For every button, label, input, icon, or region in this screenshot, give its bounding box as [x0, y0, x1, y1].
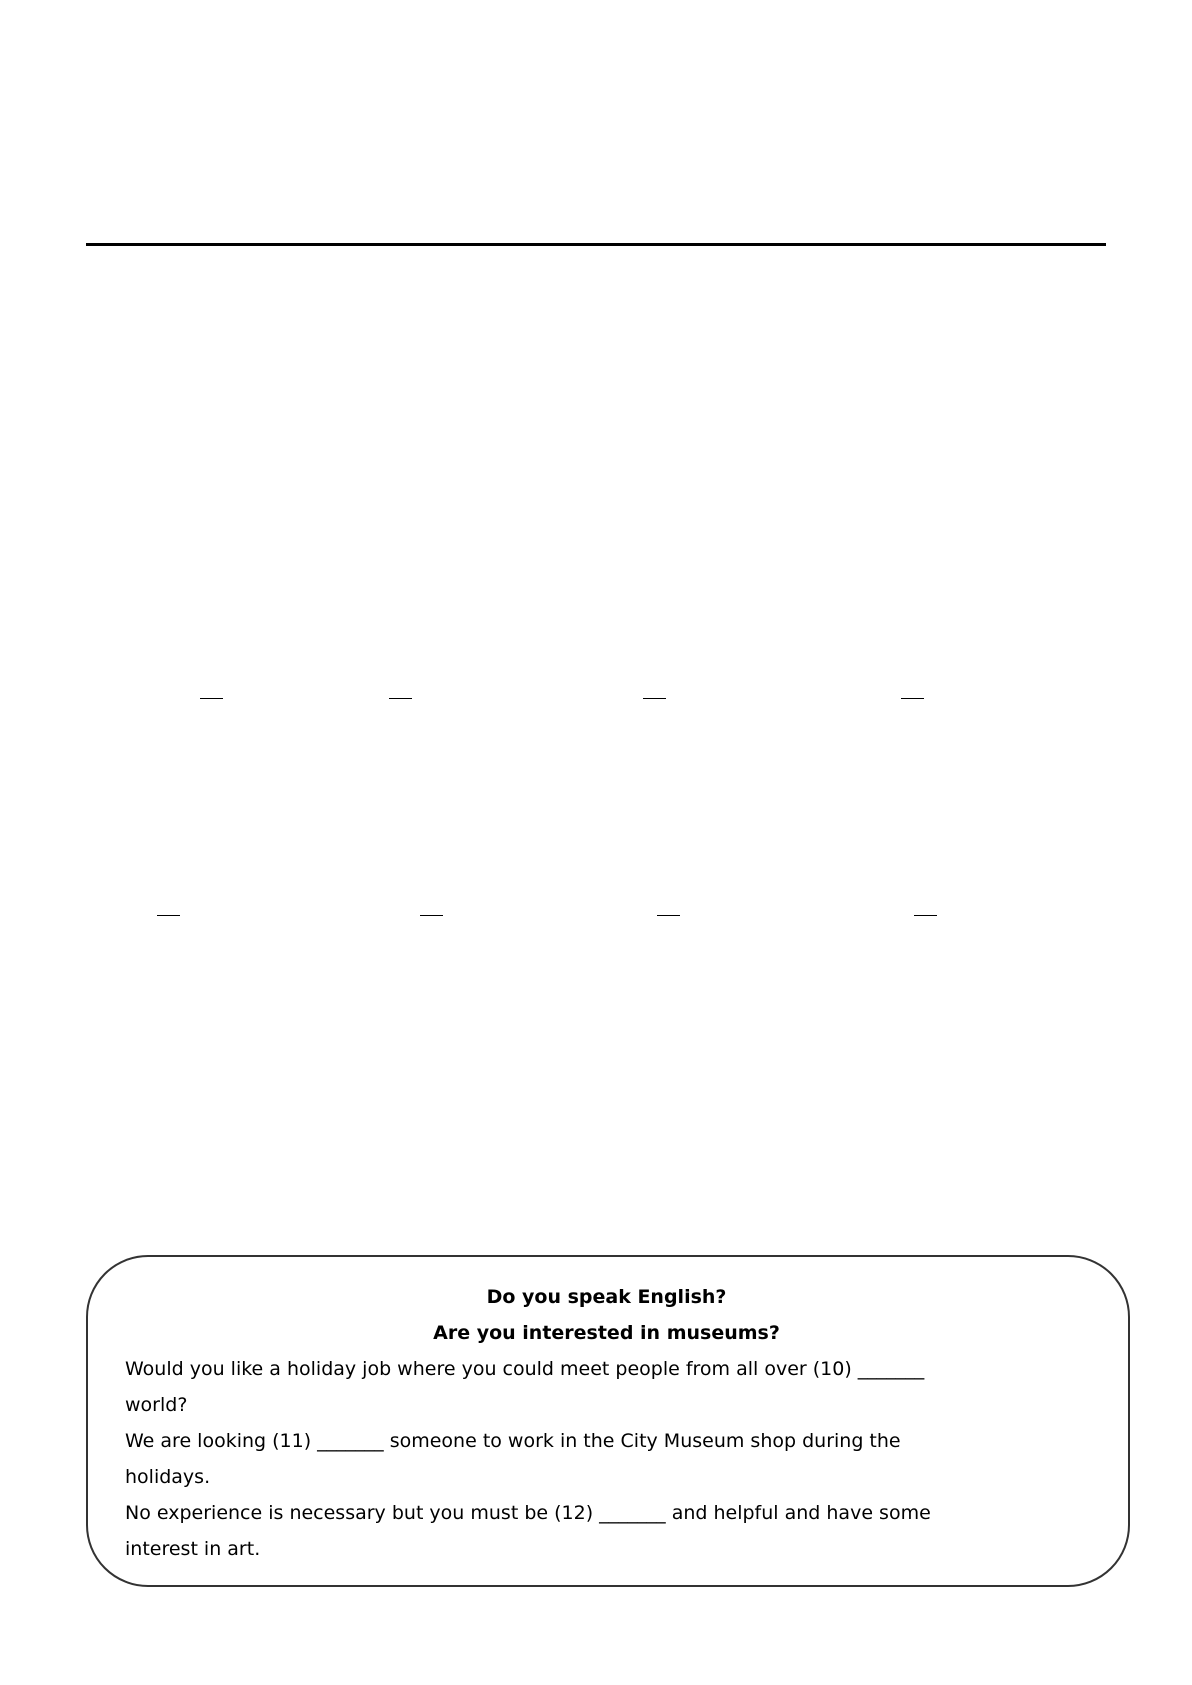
- answer-blank-line: [643, 698, 666, 699]
- notice-text-line: world?: [125, 1394, 188, 1416]
- horizontal-rule: [86, 243, 1106, 246]
- notice-text-line: holidays.: [125, 1466, 211, 1488]
- answer-blank-line: [914, 915, 937, 916]
- notice-text-line: Would you like a holiday job where you could meet people from all over (10) _______: [125, 1358, 925, 1380]
- notice-text-line: interest in art.: [125, 1538, 261, 1560]
- answer-blank-line: [200, 698, 223, 699]
- answer-blank-line: [420, 915, 443, 916]
- answer-blank-line: [901, 698, 924, 699]
- notice-text-line: No experience is necessary but you must be (12) _______ and helpful and have some: [125, 1502, 931, 1524]
- answer-blank-line: [657, 915, 680, 916]
- notice-text-line: We are looking (11) _______ someone to work in the City Museum shop during the: [125, 1430, 901, 1452]
- notice-heading-museums: Are you interested in museums?: [433, 1322, 780, 1344]
- answer-blank-line: [389, 698, 412, 699]
- answer-blank-line: [157, 915, 180, 916]
- notice-heading-english: Do you speak English?: [486, 1286, 727, 1308]
- job-advert-notice: [86, 1255, 1130, 1587]
